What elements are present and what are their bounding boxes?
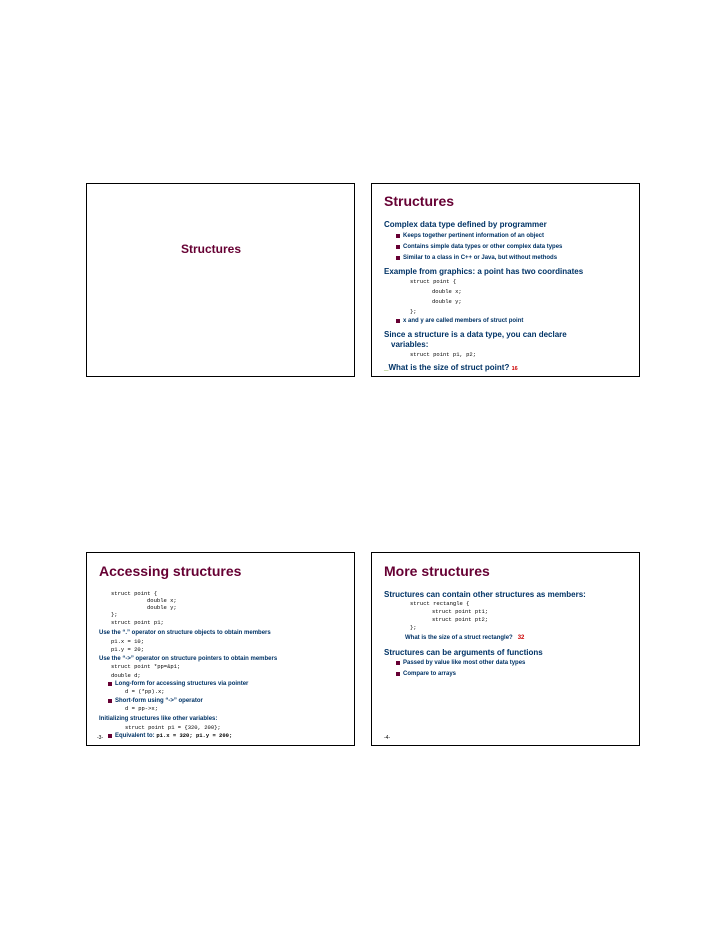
code-line: double y; xyxy=(432,298,462,305)
code-line: double x; xyxy=(432,288,462,295)
code-line: struct point { xyxy=(410,278,457,285)
code-line: struct rectangle { xyxy=(410,600,470,607)
question-mark: _ xyxy=(384,363,389,372)
code-line: struct point p1; xyxy=(111,619,164,626)
code-line: }; xyxy=(410,624,417,631)
slide-4-answer: 32 xyxy=(517,635,525,641)
code-line: }; xyxy=(111,611,118,618)
slide-2-question: _What is the size of struct point? 16 xyxy=(384,363,518,372)
slide-4 xyxy=(371,552,640,746)
slide-2-bullet-4: x and y are called members of struct point xyxy=(403,318,524,324)
code-line: d = (*pp).x; xyxy=(125,688,165,695)
slide-4-bullet-1: Passed by value like most other data types xyxy=(403,660,526,666)
page-number: -3- xyxy=(97,735,104,741)
code-line: struct point { xyxy=(111,590,158,597)
bullet-icon xyxy=(396,245,400,249)
code-line: double d; xyxy=(111,672,141,679)
code-line: double y; xyxy=(147,604,177,611)
slide-2-bullet-3: Similar to a class in C++ or Java, but without methods xyxy=(403,255,558,261)
slide-2 xyxy=(371,183,640,377)
code-line: struct point *pp=&p1; xyxy=(111,663,181,670)
page-number: -4- xyxy=(384,735,391,741)
slide-3-bullet-2: Short-form using “->” operator xyxy=(115,698,203,704)
slide-4-heading-1: Structures can contain other structures as members: xyxy=(384,590,586,599)
slide-3-heading-2: Use the “->” operator on structure pointers to obtain members xyxy=(99,656,278,662)
slide-3 xyxy=(86,552,355,746)
bullet-icon xyxy=(108,682,112,686)
code-line: double x; xyxy=(147,597,177,604)
slide-2-bullet-1: Keeps together pertinent information of an object xyxy=(403,233,545,239)
slide-3-title: Accessing structures xyxy=(99,563,242,579)
bullet-icon xyxy=(396,256,400,260)
bullet-icon xyxy=(396,234,400,238)
slide-4-title: More structures xyxy=(384,563,490,579)
slide-3-bullet-3: Equivalent to: p1.x = 320; p1.y = 200; xyxy=(115,732,233,739)
code-line: p1.y = 20; xyxy=(111,646,145,653)
code-line: d = pp->x; xyxy=(125,705,159,712)
bullet-icon xyxy=(108,699,112,703)
bullet-icon xyxy=(396,661,400,665)
slide-3-heading-3: Initializing structures like other variables: xyxy=(99,716,218,722)
slide-4-question: What is the size of a struct rectangle? 32 xyxy=(405,635,525,641)
slide-2-bullet-2: Contains simple data types or other complex data types xyxy=(403,244,563,250)
slide-2-heading-3a: Since a structure is a data type, you can declare xyxy=(384,330,567,339)
slide-4-heading-2: Structures can be arguments of functions xyxy=(384,648,543,657)
code-line: p1.x = 10; xyxy=(111,638,145,645)
slide-3-bullet-1: Long-form for accessing structures via pointer xyxy=(115,681,249,687)
code-line: }; xyxy=(410,308,417,315)
slide-1-title: Structures xyxy=(181,242,242,256)
slide-2-heading-1: Complex data type defined by programmer xyxy=(384,220,547,229)
slide-2-title: Structures xyxy=(384,193,455,209)
code-line: struct point p1, p2; xyxy=(410,351,477,358)
slide-3-heading-1: Use the “.” operator on structure objects to obtain members xyxy=(99,630,271,636)
bullet-icon xyxy=(108,734,112,738)
slide-1 xyxy=(86,183,355,377)
bullet-icon xyxy=(396,672,400,676)
slide-2-answer: 16 xyxy=(511,366,518,372)
code-line: struct point pt2; xyxy=(432,616,489,623)
slide-4-bullet-2: Compare to arrays xyxy=(403,671,457,677)
code-line: struct point pt1; xyxy=(432,608,489,615)
slide-2-heading-2: Example from graphics: a point has two coordinates xyxy=(384,267,584,276)
slide-2-heading-3b: variables: xyxy=(391,340,429,349)
bullet-icon xyxy=(396,319,400,323)
code-line: struct point p1 = {320, 200}; xyxy=(125,724,221,731)
